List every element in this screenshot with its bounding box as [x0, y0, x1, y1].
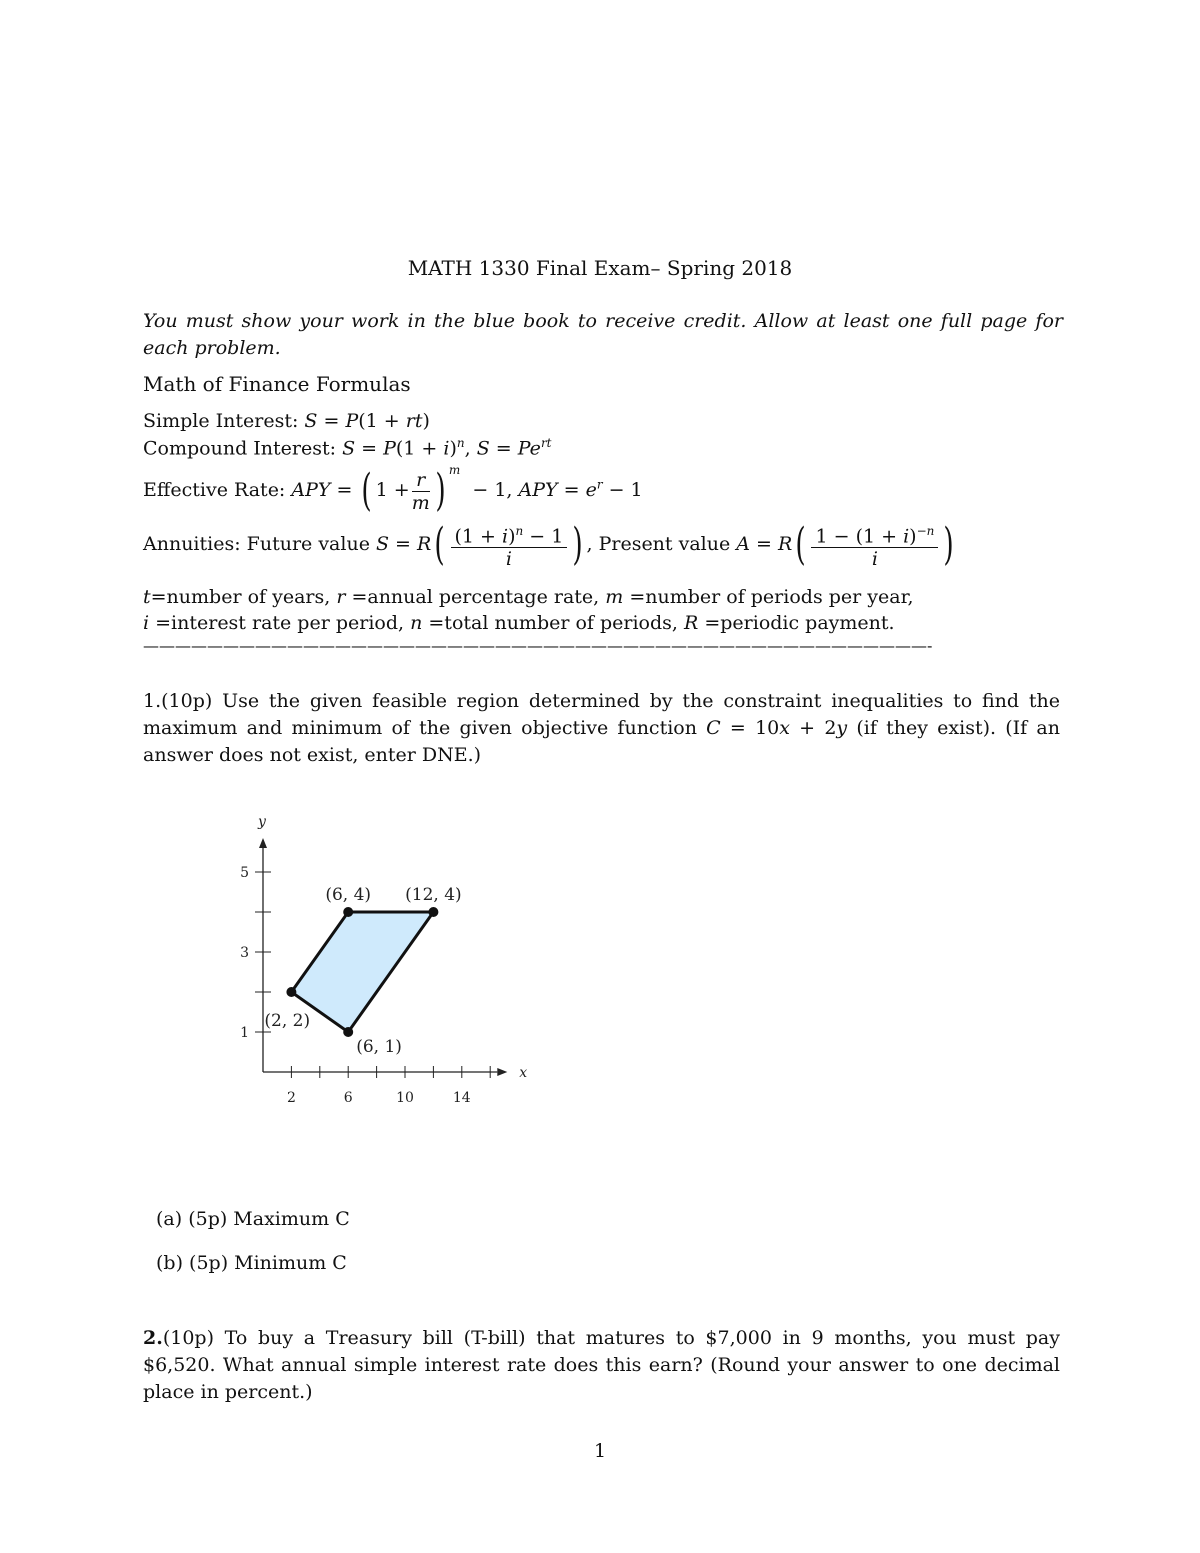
present-value-label: , Present value — [586, 533, 731, 556]
x-tick-label: 10 — [396, 1090, 414, 1106]
compound-interest-formula: Compound Interest: $S = P(1 + i)^n$, $S = Pe^{rt}$ — [143, 436, 552, 460]
annuities-formula: Annuities: Future value S = R( $\frac{(1 + i)^n - 1}{i}$ ) , Present value A = R( $\frac{1 - (1 + i)^{-n}}{i}$ ) — [143, 519, 955, 571]
x-tick-label: 14 — [452, 1090, 471, 1106]
y-axis-arrow — [259, 838, 267, 848]
compound-interest-label: Compound Interest: — [143, 437, 337, 460]
effective-rate-label: Effective Rate: — [143, 479, 286, 501]
definitions-line-1: t=number of years, r =annual percentage rate, m =number of periods per year, — [143, 586, 914, 608]
problem-2-number: 2. — [143, 1327, 163, 1349]
vertex-label: (12, 4) — [405, 885, 462, 905]
vertex-point — [343, 907, 353, 917]
y-tick-label: 3 — [240, 945, 249, 961]
vertex-label: (6, 1) — [356, 1037, 402, 1057]
definitions-line-2: i =interest rate per period, n =total number of periods, R =periodic payment. — [143, 612, 895, 634]
y-tick-label: 1 — [240, 1025, 249, 1041]
annuities-label: Annuities: Future value — [143, 533, 370, 556]
section-rule: —————————————————————————————————————————————————- — [143, 636, 933, 655]
page-number: 1 — [593, 1440, 607, 1462]
vertex-label: (6, 4) — [325, 885, 372, 905]
exam-title: MATH 1330 Final Exam– Spring 2018 — [407, 256, 793, 280]
problem-1-part-b: (b) (5p) Minimum C — [156, 1252, 347, 1274]
x-tick-label: 2 — [286, 1090, 296, 1106]
formulas-heading: Math of Finance Formulas — [143, 372, 411, 396]
problem-1-part-a: (a) (5p) Maximum C — [156, 1208, 350, 1230]
x-axis-label: x — [519, 1065, 528, 1081]
y-axis-label: y — [258, 814, 266, 830]
vertex-point — [343, 1027, 353, 1037]
vertex-point — [428, 907, 438, 917]
simple-interest-label: Simple Interest: — [143, 410, 299, 432]
instructions: You must show your work in the blue book to receive credit. Allow at least one full page for each problem. — [143, 310, 1063, 359]
feasible-region — [291, 912, 433, 1032]
feasible-region-graph — [225, 810, 528, 1110]
x-axis-arrow — [497, 1068, 507, 1076]
effective-rate-formula: Effective Rate: APY = ( 1 + $\frac{r}{m}$ ) $^m$ − 1, APY = $e^r - 1$ — [143, 463, 643, 516]
x-tick-label: 6 — [343, 1090, 353, 1106]
problem-1-text: 1.(10p) Use the given feasible region determined by the constraint inequalities to find the maximum and minimum of the given objective function C = 10x + 2y (if they exist). (If an answer does not exist, enter DNE.) — [143, 690, 1060, 766]
simple-interest-formula: Simple Interest: S = P(1 + rt) — [143, 410, 430, 432]
vertex-point — [286, 987, 296, 997]
problem-2-text: 2.(10p) To buy a Treasury bill (T-bill) that matures to $7,000 in 9 months, you must pay $6,520. What annual simple interest rate does this earn? (Round your answer to one decimal place in percent.) — [143, 1327, 1060, 1403]
y-tick-label: 5 — [240, 865, 249, 881]
vertex-label: (2, 2) — [264, 1011, 311, 1031]
problem-1-number: 1. — [143, 690, 162, 712]
